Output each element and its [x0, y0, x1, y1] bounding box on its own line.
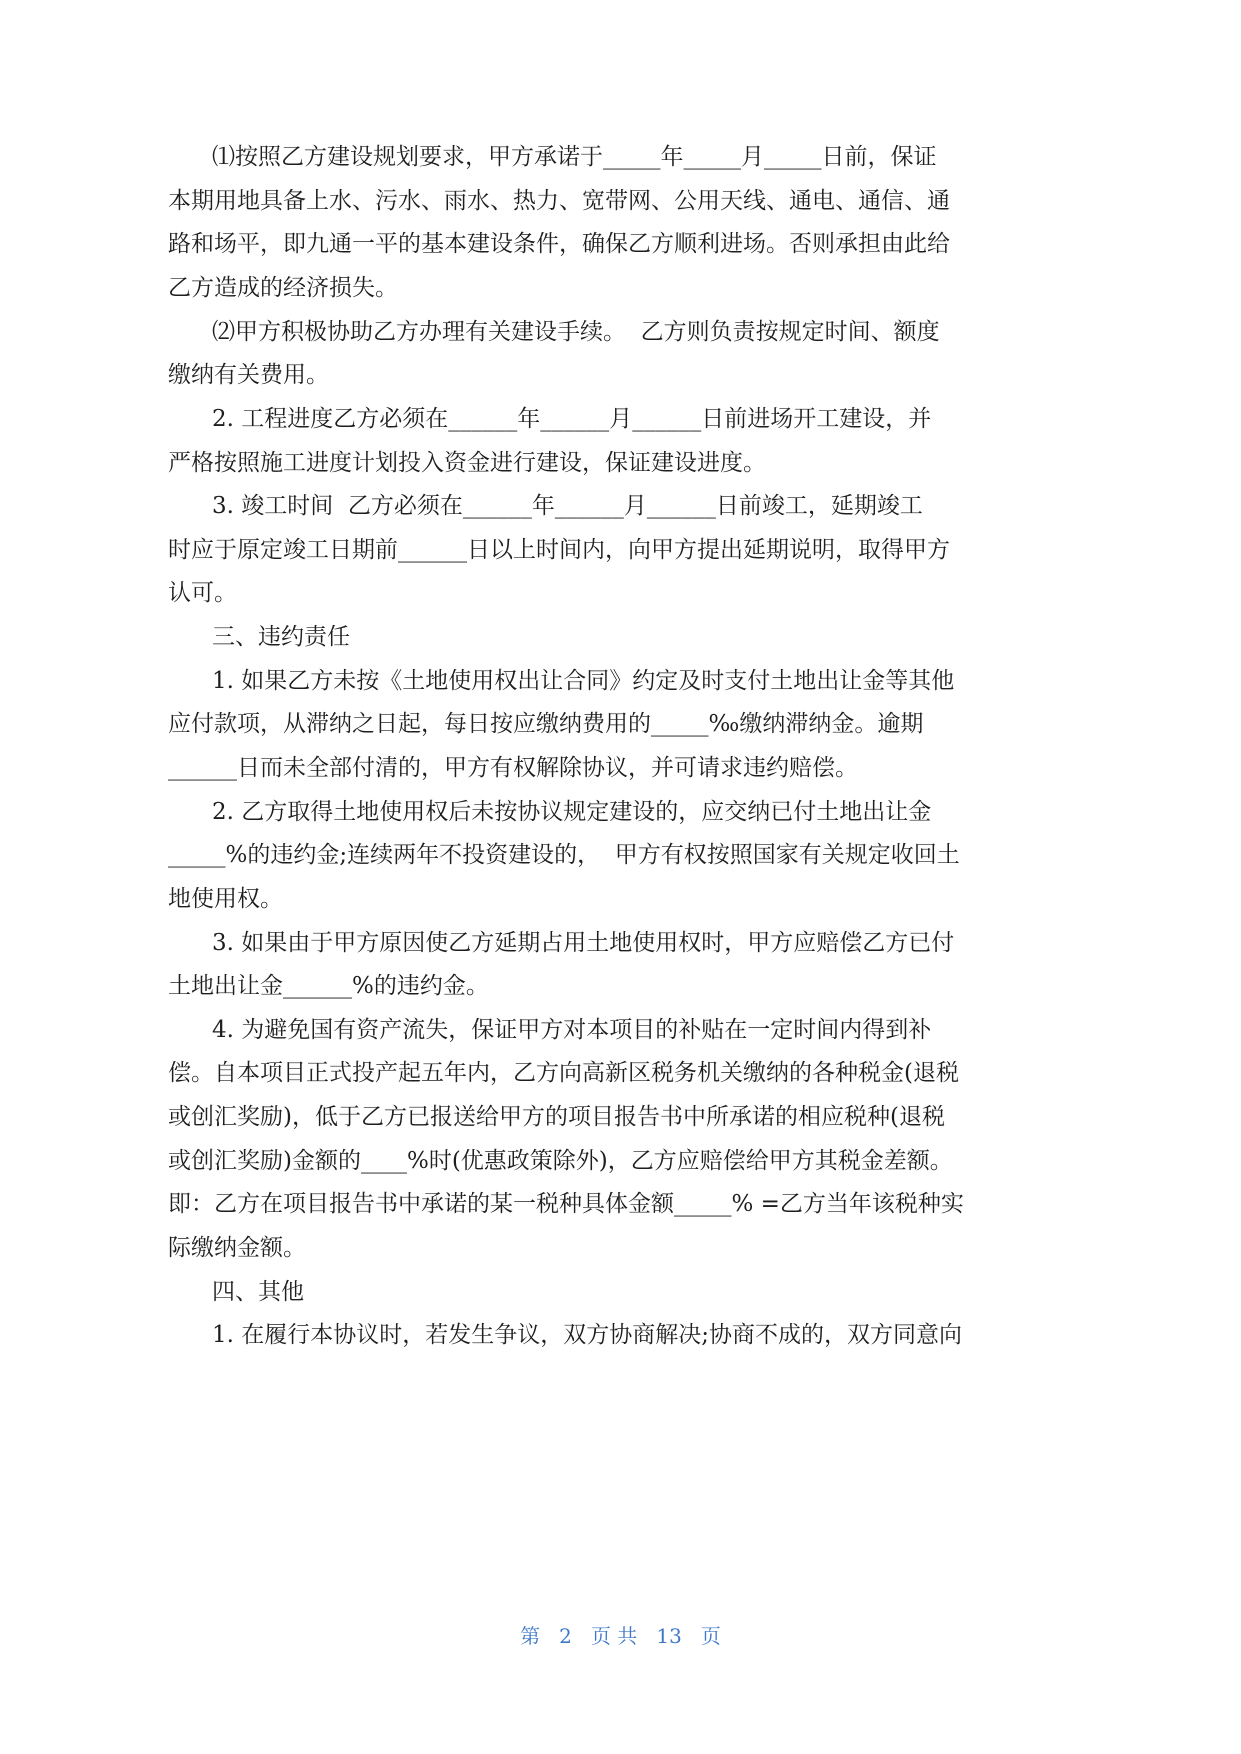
text-line: ⑴按照乙方建设规划要求，甲方承诺于_____年_____月_____日前，保证 — [212, 144, 937, 170]
text-line: 2. 乙方取得土地使用权后未按协议规定建设的，应交纳已付土地出让金 — [212, 799, 932, 825]
footer-label-of: 页 共 — [590, 1624, 638, 1648]
text-line: 3. 竣工时间 乙方必须在______年______月______日前竣工，延期竣工 — [212, 493, 923, 519]
text-line: 偿。自本项目正式投产起五年内，乙方向高新区税务机关缴纳的各种税金(退税 — [168, 1060, 959, 1086]
text-line: 或创汇奖励)金额的____%时(优惠政策除外)，乙方应赔偿给甲方其税金差额。 — [168, 1148, 953, 1174]
text-line: 认可。 — [168, 580, 237, 606]
text-line: ⑵甲方积极协助乙方办理有关建设手续。 乙方则负责按规定时间、额度 — [212, 319, 940, 345]
text-line: ______日而未全部付清的，甲方有权解除协议，并可请求违约赔偿。 — [168, 755, 858, 781]
text-line: 路和场平，即九通一平的基本建设条件，确保乙方顺利进场。否则承担由此给 — [168, 231, 950, 257]
section-heading: 四、其他 — [212, 1279, 304, 1305]
footer-label-page: 第 — [520, 1624, 541, 1648]
section-heading: 三、违约责任 — [212, 624, 350, 650]
text-line: _____%的违约金;连续两年不投资建设的， 甲方有权按照国家有关规定收回土 — [168, 842, 960, 868]
text-line: 土地出让金______%的违约金。 — [168, 973, 489, 999]
text-line: 即：乙方在项目报告书中承诺的某一税种具体金额_____% =乙方当年该税种实 — [168, 1191, 964, 1217]
page-footer — [0, 1618, 1241, 1654]
text-line: 应付款项，从滞纳之日起，每日按应缴纳费用的_____‰缴纳滞纳金。逾期 — [168, 711, 924, 737]
text-line: 1. 如果乙方未按《土地使用权出让合同》约定及时支付土地出让金等其他 — [212, 668, 955, 694]
text-line: 时应于原定竣工日期前______日以上时间内，向甲方提出延期说明，取得甲方 — [168, 537, 950, 563]
text-line: 本期用地具备上水、污水、雨水、热力、宽带网、公用天线、通电、通信、通 — [168, 188, 950, 214]
text-line: 际缴纳金额。 — [168, 1235, 306, 1261]
text-line: 4. 为避免国有资产流失，保证甲方对本项目的补贴在一定时间内得到补 — [212, 1017, 932, 1043]
text-line: 地使用权。 — [168, 886, 283, 912]
text-line: 1. 在履行本协议时，若发生争议，双方协商解决;协商不成的，双方同意向 — [212, 1322, 963, 1348]
text-line: 2. 工程进度乙方必须在______年______月______日前进场开工建设，并 — [212, 406, 932, 432]
footer-total-pages: 13 — [656, 1624, 682, 1648]
footer-label-pages: 页 — [700, 1624, 721, 1648]
footer-current-page: 2 — [559, 1624, 572, 1648]
text-line: 乙方造成的经济损失。 — [168, 275, 398, 301]
text-line: 或创汇奖励)，低于乙方已报送给甲方的项目报告书中所承诺的相应税种(退税 — [168, 1104, 945, 1130]
text-line: 缴纳有关费用。 — [168, 362, 329, 388]
text-line: 3. 如果由于甲方原因使乙方延期占用土地使用权时，甲方应赔偿乙方已付 — [212, 930, 955, 956]
text-line: 严格按照施工进度计划投入资金进行建设，保证建设进度。 — [168, 450, 766, 476]
